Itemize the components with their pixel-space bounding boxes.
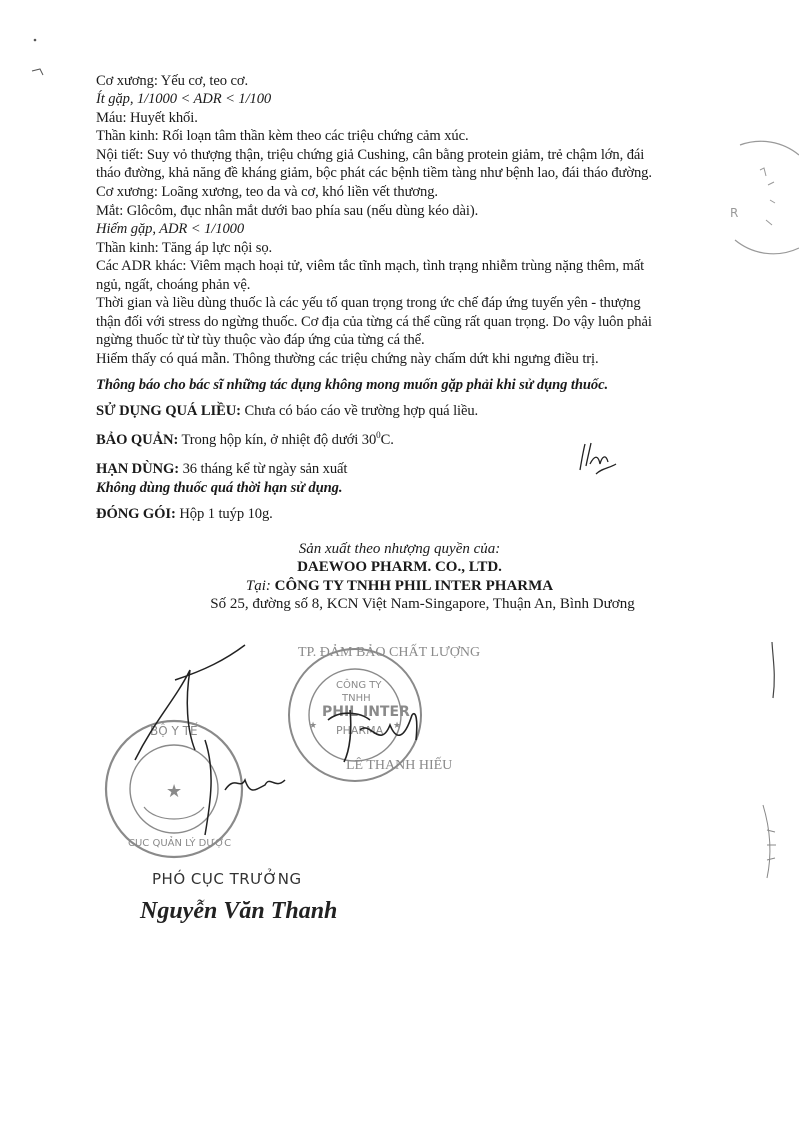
body-line: thận đối với stress do ngừng thuốc. Cơ địa của từng cá thể cũng rất quan trọng. Do vậy luôn phải	[96, 314, 652, 330]
company-address: Số 25, đường số 8, KCN Việt Nam-Singapore, Thuận An, Bình Dương	[210, 596, 635, 612]
licensor-name: DAEWOO PHARM. CO., LTD.	[297, 559, 502, 575]
svg-text:★: ★	[166, 781, 183, 802]
body-line: Các ADR khác: Viêm mạch hoại tử, viêm tắc tĩnh mạch, tình trạng nhiễm trùng nặng thêm, mất	[96, 258, 645, 274]
ministry-stamp-top: BỘ Y TẾ	[150, 724, 198, 738]
deputy-director-title: PHÓ CỤC TRƯỞNG	[152, 870, 302, 888]
stamp-line: TNHH	[342, 693, 371, 704]
body-line: Cơ xương: Yếu cơ, teo cơ.	[96, 73, 249, 89]
margin-mark	[755, 800, 785, 880]
body-line: Mắt: Glôcôm, đục nhân mắt dưới bao phía sau (nếu dùng kéo dài).	[96, 203, 479, 219]
stamp-line: PHIL INTER	[322, 704, 410, 720]
body-line: Thần kinh: Rối loạn tâm thần kèm theo các triệu chứng cảm xúc.	[96, 128, 469, 144]
body-line: Nội tiết: Suy vỏ thượng thận, triệu chứng giả Cushing, cân bằng protein giảm, trẻ chậm lớn, đái	[96, 147, 645, 163]
section-text: Trong hộp kín, ở nhiệt độ dưới 30	[181, 432, 377, 448]
degree-sup: 0	[376, 430, 381, 441]
packaging-section	[96, 506, 273, 523]
margin-mark	[764, 640, 784, 700]
stamp-line: PHARMA	[336, 724, 384, 737]
section-label: HẠN DÙNG:	[96, 461, 180, 477]
body-line: Ít gặp, 1/1000 < ADR < 1/100	[96, 91, 272, 107]
body-line: ngủ, ngất, choáng phản vệ.	[96, 277, 251, 293]
corner-mark	[30, 35, 50, 85]
body-line: Cơ xương: Loãng xương, teo da và cơ, khó liền vết thương.	[96, 184, 438, 200]
body-line: Hiếm gặp, ADR < 1/1000	[96, 221, 245, 237]
storage-section	[96, 432, 394, 449]
body-line: Thời gian và liều dùng thuốc là các yếu tố quan trọng trong ức chế đáp ứng tuyến yên - thượng	[96, 295, 641, 311]
company-line	[0, 577, 799, 595]
temperature-unit: C.	[380, 432, 394, 448]
initials-signature	[572, 438, 622, 478]
svg-text:★: ★	[393, 721, 402, 731]
section-text: Hộp 1 tuýp 10g.	[179, 506, 273, 522]
section-label: ĐÓNG GÓI:	[96, 506, 176, 522]
ministry-stamp-bottom: CỤC QUẢN LÝ DƯỢC	[128, 838, 232, 849]
body-line: Thần kinh: Tăng áp lực nội sọ.	[96, 240, 273, 256]
expiry-warning: Không dùng thuốc quá thời hạn sử dụng.	[96, 480, 343, 496]
body-line: ngừng thuốc từ từ tùy thuộc vào đáp ứng của từng cá thể.	[96, 332, 425, 348]
section-text: 36 tháng kể từ ngày sản xuất	[182, 461, 348, 477]
svg-text:★: ★	[309, 721, 318, 731]
body-line: tháo đường, khả năng đề kháng giảm, bộc phát các bệnh tiềm tàng như bệnh lao, đái tháo đường.	[96, 165, 652, 181]
section-label: BẢO QUẢN:	[96, 432, 179, 448]
body-line: Máu: Huyết khối.	[96, 110, 198, 126]
stamp-line: CÔNG TY	[336, 680, 382, 691]
section-text: Chưa có báo cáo về trường hợp quá liều.	[244, 403, 479, 419]
overdose-section	[96, 403, 478, 420]
license-note: Sản xuất theo nhượng quyền của:	[298, 541, 501, 557]
partial-stamp-right	[720, 140, 799, 250]
stamp-signer-name: LÊ THANH HIẾU	[346, 758, 453, 773]
adverse-effect-notice: Thông báo cho bác sĩ những tác dụng không mong muốn gặp phải khi sử dụng thuốc.	[96, 377, 608, 393]
body-line: Hiếm thấy có quá mẫn. Thông thường các triệu chứng này chấm dứt khi ngưng điều trị.	[96, 351, 599, 367]
company-name: CÔNG TY TNHH PHIL INTER PHARMA	[274, 578, 554, 594]
ministry-signature	[115, 640, 295, 840]
deputy-director-name: Nguyễn Văn Thanh	[140, 898, 338, 924]
quality-dept-title: TP. ĐẢM BẢO CHẤT LƯỢNG	[298, 645, 481, 660]
svg-text:R: R	[730, 206, 739, 220]
section-label: SỬ DỤNG QUÁ LIỀU:	[96, 403, 241, 419]
company-signature	[320, 680, 430, 770]
expiry-section	[96, 461, 347, 478]
at-label: Tại:	[245, 578, 271, 594]
